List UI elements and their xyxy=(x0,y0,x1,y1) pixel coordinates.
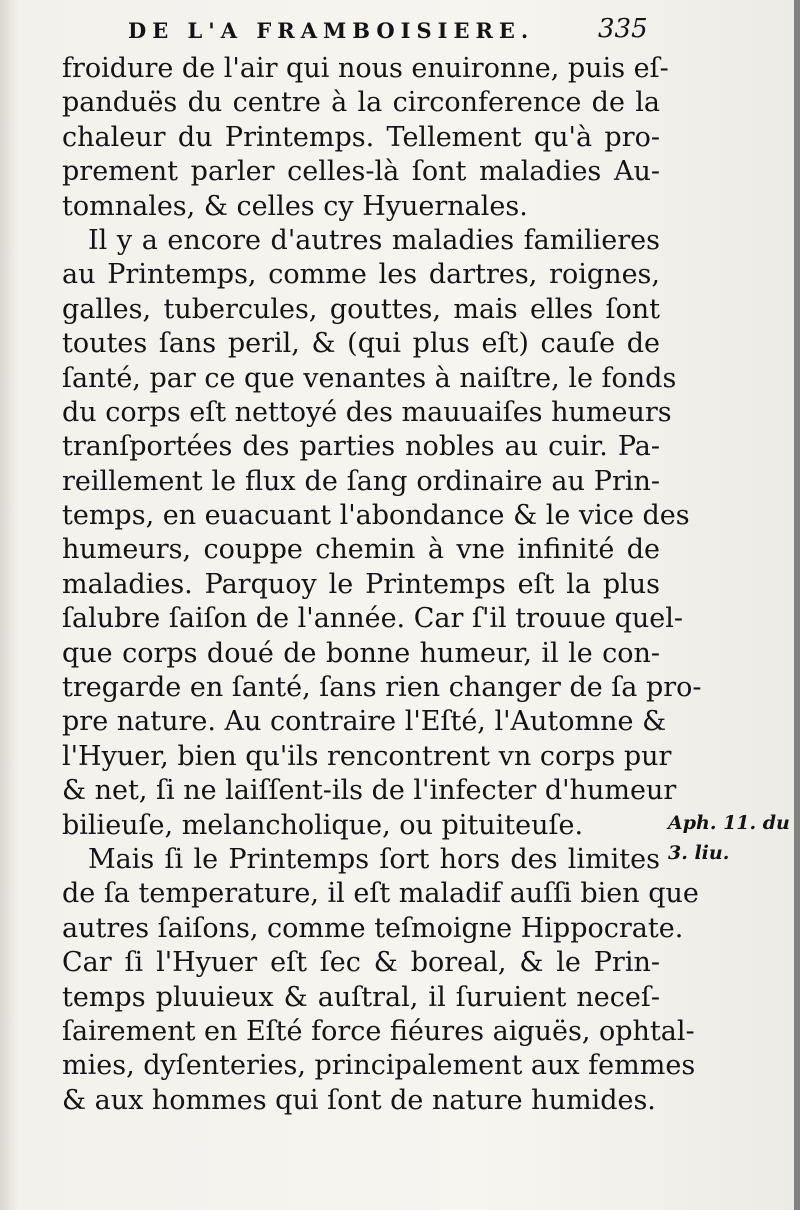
text-line: ſanté, par ce que venantes à naiſtre, le fonds xyxy=(62,362,677,394)
text-line: temps pluuieux & auſtral, il ſuruient neceſ- xyxy=(62,981,660,1013)
text-line: bilieuſe, melancholique, ou pituiteuſe. xyxy=(62,809,584,841)
margin-note xyxy=(668,808,798,868)
text-line: Car ſi l'Hyuer eſt ſec & boreal, & le Prin- xyxy=(62,947,660,979)
text-line: au Printemps, comme les dartres, roignes, xyxy=(62,259,660,291)
text-line: l'Hyuer, bien qu'ils rencontrent vn corps pur xyxy=(62,740,672,772)
text-line: & aux hommes qui ſont de nature humides. xyxy=(62,1084,656,1116)
text-line: galles, tubercules, gouttes, mais elles ſont xyxy=(62,293,660,325)
running-title: DE L'A FRAMBOISIERE. xyxy=(128,18,535,43)
page-number: 335 xyxy=(598,14,648,44)
text-line: tregarde en ſanté, ſans rien changer de ſa pro- xyxy=(62,672,702,704)
text-line: mies, dyſenteries, principalement aux femmes xyxy=(62,1050,696,1082)
text-line: que corps doué de bonne humeur, il le con- xyxy=(62,637,660,669)
text-line: & net, ſi ne laiſſent-ils de l'infecter d'humeur xyxy=(62,775,677,807)
text-line: froidure de l'air qui nous enuironne, puis eſ- xyxy=(62,53,669,84)
page-edge-shadow xyxy=(794,0,800,1210)
text-line: ſalubre ſaiſon de l'année. Car ſ'il trouue quel- xyxy=(62,603,683,635)
text-line: tranſportées des parties nobles au cuir. Pa- xyxy=(62,431,660,463)
text-line: toutes ſans peril, & (qui plus eſt) cauſe de xyxy=(62,328,660,360)
margin-note-line-2: 3. liu. xyxy=(668,842,730,864)
margin-note-line-1: Aph. 11. du xyxy=(668,812,790,834)
text-line: panduës du centre à la circonference de la xyxy=(62,87,660,119)
text-line: Il y a encore d'autres maladies familieres xyxy=(88,224,660,256)
text-line: autres ſaiſons, comme teſmoigne Hippocrate. xyxy=(62,912,684,944)
text-line: tomnales, & celles cy Hyuernales. xyxy=(62,190,528,222)
text-line: humeurs, couppe chemin à vne infinité de xyxy=(62,534,660,566)
text-line: pre nature. Au contraire l'Eſté, l'Automne & xyxy=(62,706,667,738)
text-line: ſairement en Eſté force fiéures aiguës, ophtal- xyxy=(62,1015,695,1047)
text-line: du corps eſt nettoyé des mauuaiſes humeurs xyxy=(62,396,672,428)
text-line: maladies. Parquoy le Printemps eſt la plus xyxy=(62,568,660,600)
text-line: Mais ſi le Printemps ſort hors des limites xyxy=(88,843,660,875)
text-line: temps, en euacuant l'abondance & le vice des xyxy=(62,500,690,532)
text-line: prement parler celles-là ſont maladies Au- xyxy=(62,156,660,188)
text-line: reillement le flux de ſang ordinaire au Prin- xyxy=(62,465,660,497)
text-line: de ſa temperature, il eſt maladif auſſi bien que xyxy=(62,878,699,910)
text-line: chaleur du Printemps. Tellement qu'à pro- xyxy=(62,121,660,153)
